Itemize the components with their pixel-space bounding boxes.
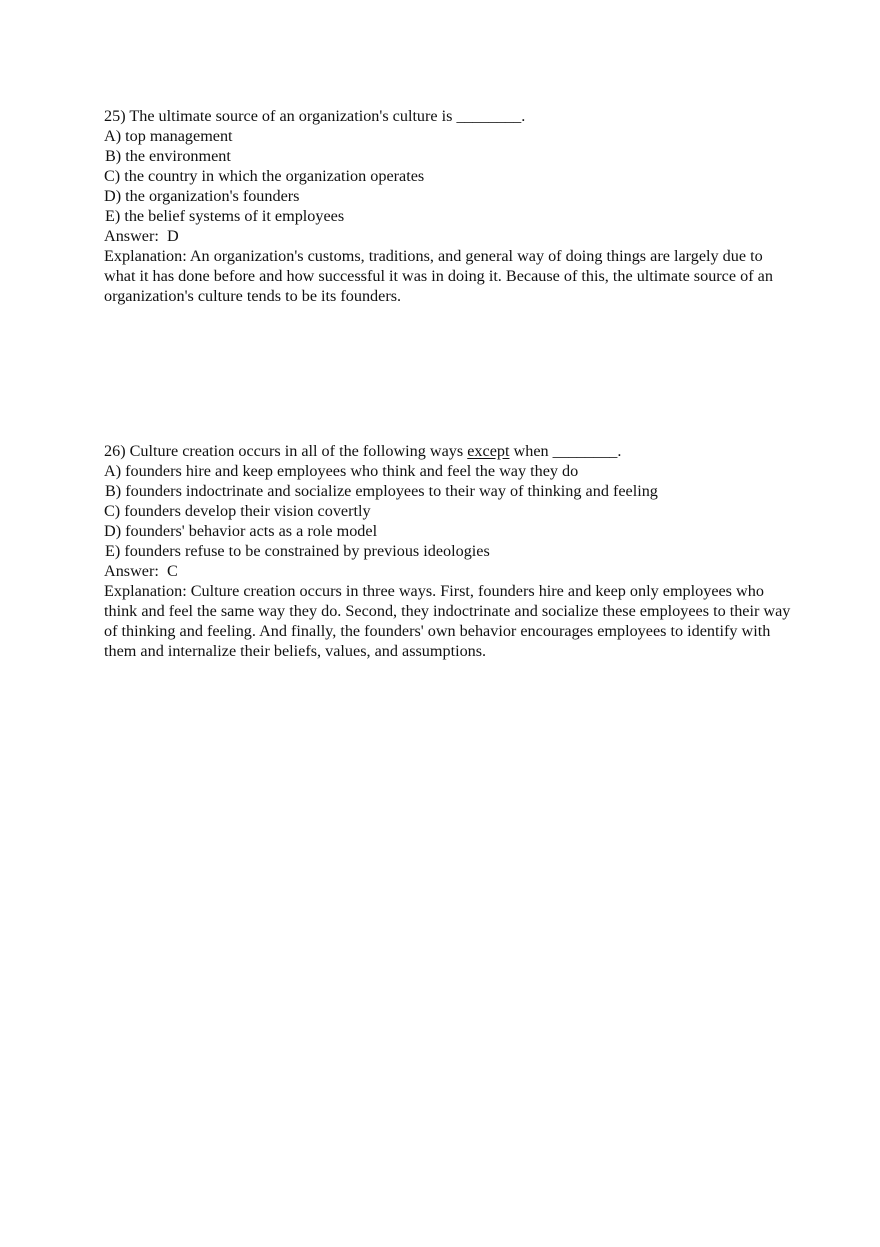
option-b: B) the environment <box>105 147 231 165</box>
question-26 <box>104 441 794 661</box>
option-e: E) founders refuse to be constrained by previous ideologies <box>105 542 490 560</box>
option-a: A) founders hire and keep employees who think and feel the way they do <box>104 462 579 480</box>
option-a: A) top management <box>104 127 233 145</box>
option-b: B) founders indoctrinate and socialize employees to their way of thinking and feeling <box>105 482 658 500</box>
question-stem: 25) The ultimate source of an organization's culture is ________. <box>104 107 526 125</box>
option-c: C) the country in which the organization operates <box>104 167 425 185</box>
answer: Answer: C <box>104 562 178 580</box>
stem-suffix: when ________. <box>509 442 622 460</box>
explanation: Explanation: An organization's customs, traditions, and general way of doing things are largely due to what it has done before and how successful it was in doing it. Because of this, the ultimate source of an organization's culture tends to be its founders. <box>104 247 773 305</box>
answer: Answer: D <box>104 227 179 245</box>
explanation: Explanation: Culture creation occurs in three ways. First, founders hire and keep only employees who think and feel the same way they do. Second, they indoctrinate and socialize these employees to their way of thinking and feeling. And finally, the founders' own behavior encourages employees to identify with them and internalize their beliefs, values, and assumptions. <box>104 582 791 660</box>
option-c: C) founders develop their vision covertly <box>104 502 371 520</box>
question-25 <box>104 106 794 306</box>
stem-emphasis: except <box>467 442 510 460</box>
question-stem <box>104 441 794 461</box>
option-d: D) founders' behavior acts as a role model <box>104 522 378 540</box>
option-e: E) the belief systems of it employees <box>105 207 345 225</box>
stem-prefix: 26) Culture creation occurs in all of the following ways <box>104 442 468 460</box>
option-d: D) the organization's founders <box>104 187 300 205</box>
